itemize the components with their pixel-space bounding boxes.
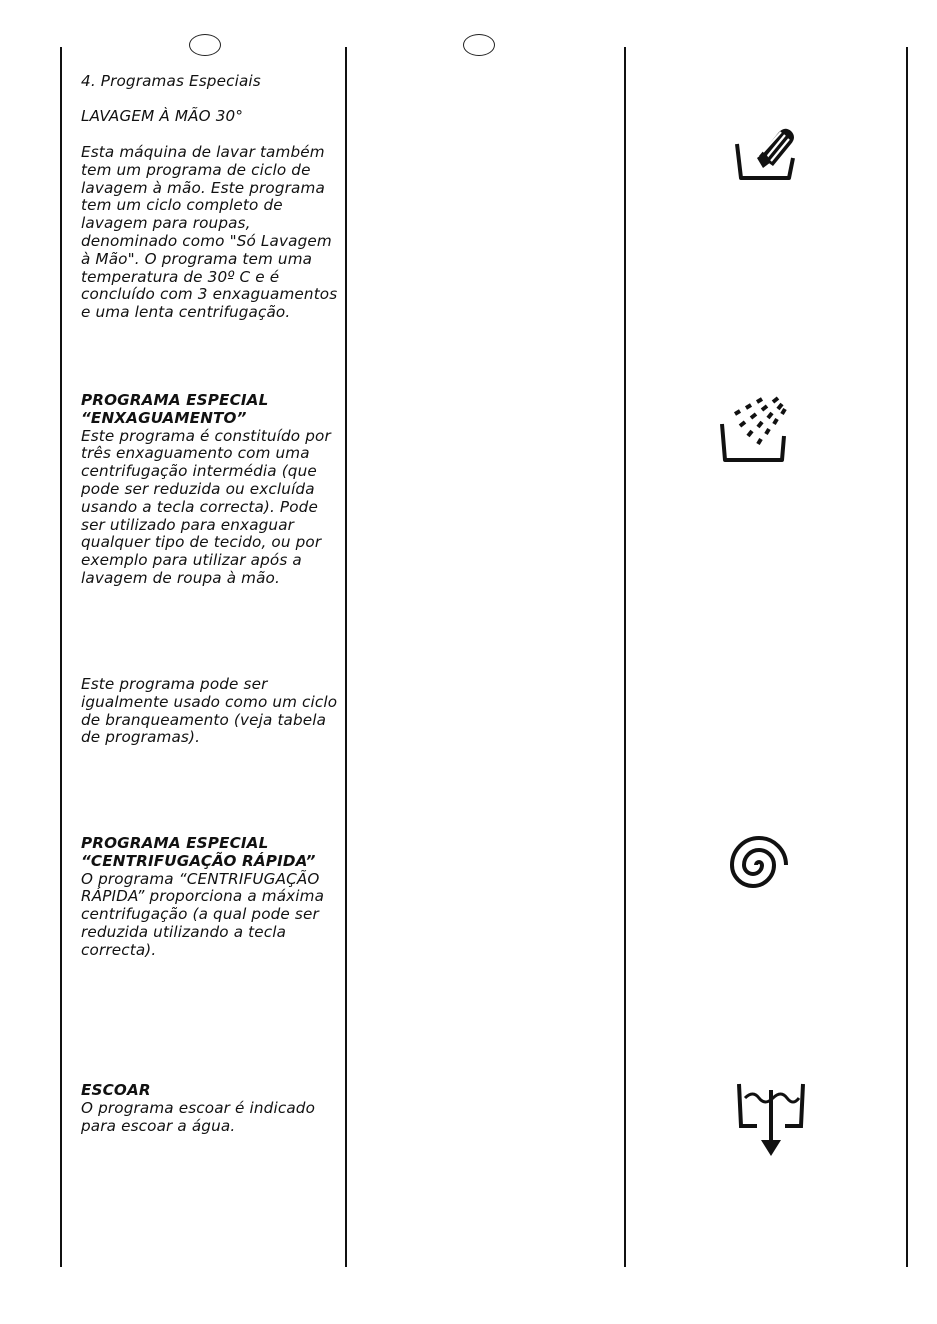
drain-section	[81, 1082, 343, 1135]
rinse-heading-line1: PROGRAMA ESPECIAL	[81, 391, 269, 409]
rinse-spray-tub-icon	[718, 394, 794, 464]
spin-heading-line2: “CENTRIFUGAÇÃO RÁPIDA”	[81, 851, 316, 870]
spin-section	[81, 835, 343, 960]
language-oval-left	[189, 34, 221, 56]
drain-arrow-icon	[733, 1080, 809, 1160]
spin-heading-line1: PROGRAMA ESPECIAL	[81, 834, 269, 852]
hand-wash-heading: LAVAGEM À MÃO 30°	[81, 107, 244, 125]
rinse-section	[81, 392, 343, 588]
right-column-rule	[624, 47, 626, 1267]
hand-wash-body: Esta máquina de lavar também tem um programa de ciclo de lavagem à mão. Este programa tem um ciclo completo de lavagem para roupas, denominado como "Só Lavagem à Mão". O programa tem uma temperatura de 30º C e é concluído com 3 enxaguamentos e uma lenta centrifugação.	[81, 143, 338, 322]
middle-column-rule	[345, 47, 347, 1267]
rinse-note: Este programa pode ser igualmente usado como um ciclo de branqueamento (veja tabela de programas).	[81, 675, 338, 747]
rinse-heading-line2: “ENXAGUAMENTO”	[81, 408, 247, 427]
section-title: 4. Programas Especiais	[81, 72, 261, 90]
hand-wash-tub-icon	[733, 122, 801, 184]
left-column-rule	[60, 47, 62, 1267]
spin-body: O programa “CENTRIFUGAÇÃO RÁPIDA” proporciona a máxima centrifugação (a qual pode ser reduzida utilizando a tecla correcta).	[81, 869, 325, 959]
drain-body: O programa escoar é indicado para escoar a água.	[81, 1098, 316, 1135]
language-oval-right	[463, 34, 495, 56]
rinse-body: Este programa é constituído por três enxaguamento com uma centrifugação intermédia (que pode ser reduzida ou excluída usando a tecla correcta). Pode ser utilizado para enxaguar qualquer tipo de tecido, ou por exemplo para utilizar após a lavagem de roupa à mão.	[81, 426, 331, 587]
far-right-column-rule	[906, 47, 908, 1267]
spin-spiral-icon	[725, 832, 793, 898]
drain-heading: ESCOAR	[81, 1081, 151, 1099]
